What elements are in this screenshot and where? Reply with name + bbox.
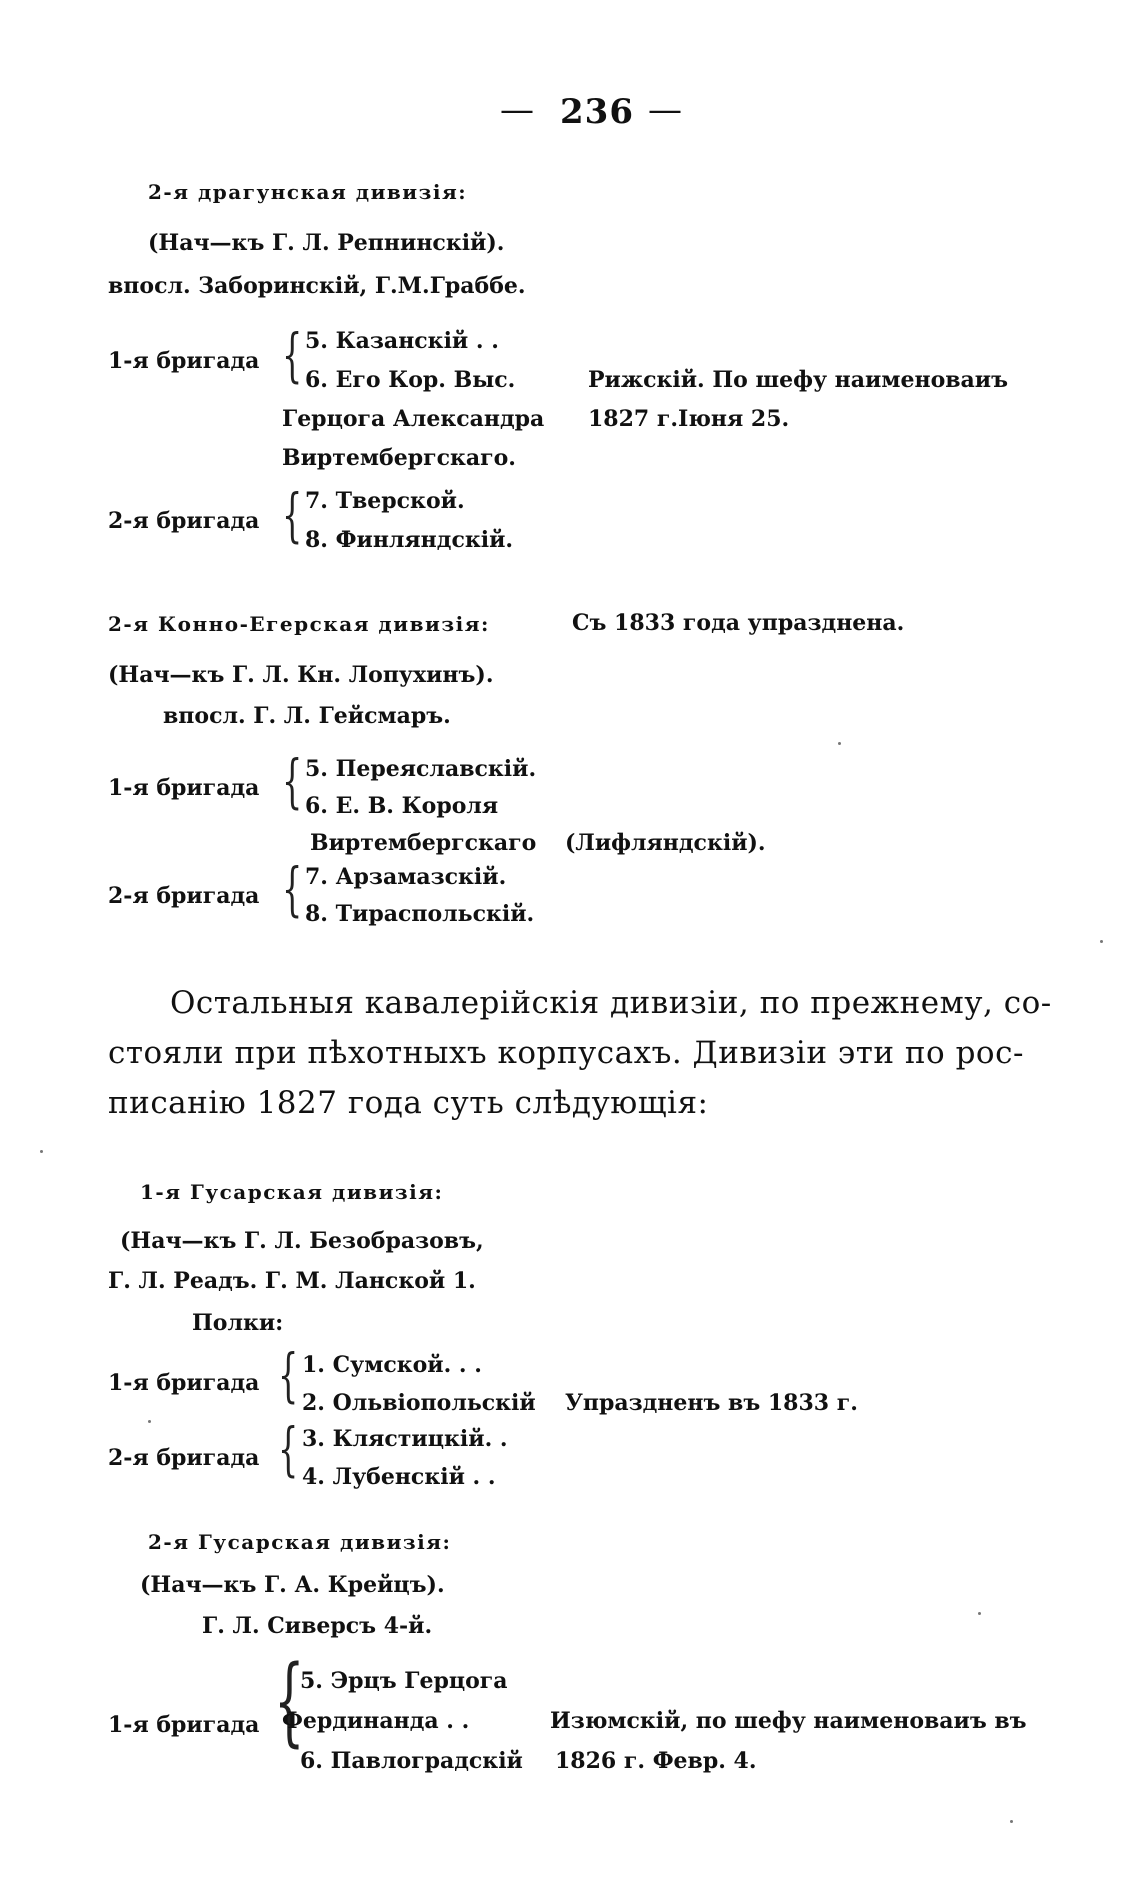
section2-successors: впосл. Г. Л. Гейсмаръ. <box>163 703 451 729</box>
section3-brigade1-regiment-1: 1. Сумской. . . <box>302 1352 482 1378</box>
section4-brigade1-regiment-5-cont: Фердинанда . . <box>282 1708 470 1734</box>
brace-icon: { <box>282 747 303 815</box>
section1-brigade1-regiment-5: 5. Казанскій . . <box>305 328 499 354</box>
section2-heading: 2-я Конно-Егерская дивизія: <box>108 612 490 636</box>
section3-commander: (Нач—къ Г. Л. Безобразовъ, <box>120 1228 484 1254</box>
section1-successors: впосл. Заборинскій, Г.М.Граббе. <box>108 273 526 299</box>
paragraph-line-2: стояли при пѣхотныхъ корпусахъ. Дивизіи эти по рос- <box>108 1035 1024 1071</box>
paragraph-line-1: Остальныя кавалерійскія дивизіи, по прежнему, со- <box>170 985 1052 1021</box>
section4-heading: 2-я Гусарская дивизія: <box>148 1530 452 1554</box>
section4-commander: (Нач—къ Г. А. Крейцъ). <box>140 1572 445 1598</box>
section3-heading: 1-я Гусарская дивизія: <box>140 1180 444 1204</box>
section3-brigade1-note: Упраздненъ въ 1833 г. <box>565 1390 858 1416</box>
section1-commander: (Нач—къ Г. Л. Репнинскій). <box>148 230 505 256</box>
section1-brigade1-note-line2: 1827 г.Іюня 25. <box>588 406 790 432</box>
section1-brigade1-label: 1-я бригада <box>108 348 260 374</box>
scan-speck <box>978 1612 981 1615</box>
scan-speck <box>1010 1820 1013 1823</box>
section3-successors: Г. Л. Реадъ. Г. М. Ланской 1. <box>108 1268 476 1294</box>
section3-brigade1-regiment-2: 2. Ольвіопольскій <box>302 1390 536 1416</box>
section4-brigade1-regiment-5: 5. Эрцъ Герцога <box>300 1668 508 1694</box>
page-number: 236 <box>560 92 634 132</box>
section1-brigade2-regiment-8: 8. Финляндскій. <box>305 527 514 553</box>
section4-brigade1-regiment-6: 6. Павлоградскій <box>300 1748 523 1774</box>
section3-brigade2-regiment-3: 3. Клястицкій. . <box>302 1426 508 1452</box>
section2-brigade1-regiment-6-cont: Виртембергскаго <box>310 830 537 856</box>
brace-icon: { <box>282 321 303 389</box>
section4-brigade1-label: 1-я бригада <box>108 1712 260 1738</box>
brace-icon: { <box>282 855 303 923</box>
section2-brigade2-label: 2-я бригада <box>108 883 260 909</box>
section1-brigade2-label: 2-я бригада <box>108 508 260 534</box>
scan-speck <box>148 1420 151 1423</box>
section2-commander: (Нач—къ Г. Л. Кн. Лопухинъ). <box>108 662 494 688</box>
section1-brigade2-regiment-7: 7. Тверской. <box>305 488 465 514</box>
section4-brigade1-note-line2: 1826 г. Февр. 4. <box>555 1748 757 1774</box>
brace-icon: { <box>282 481 303 549</box>
section2-brigade1-regiment-5: 5. Переяславскій. <box>305 756 537 782</box>
section2-brigade1-regiment-6: 6. Е. В. Короля <box>305 793 499 819</box>
section4-successors: Г. Л. Сиверсъ 4-й. <box>202 1613 433 1639</box>
section3-regiments-label: Полки: <box>192 1310 284 1336</box>
brace-icon: { <box>278 1415 299 1483</box>
section1-brigade1-regiment-6-cont1: Герцога Александра <box>282 406 545 432</box>
section1-brigade1-note-line1: Рижскій. По шефу наименоваиъ <box>588 367 1008 393</box>
paragraph-line-3: писанію 1827 года суть слѣдующія: <box>108 1085 709 1121</box>
brace-icon: { <box>274 1645 305 1757</box>
section3-brigade1-label: 1-я бригада <box>108 1370 260 1396</box>
header-dash-right: — <box>648 90 682 130</box>
section2-brigade1-label: 1-я бригада <box>108 775 260 801</box>
section2-brigade2-regiment-7: 7. Арзамазскій. <box>305 864 507 890</box>
section2-brigade1-note: (Лифляндскій). <box>565 830 766 856</box>
section3-brigade2-regiment-4: 4. Лубенскій . . <box>302 1464 496 1490</box>
section2-abolished-note: Съ 1833 года упразднена. <box>572 610 905 636</box>
brace-icon: { <box>278 1341 299 1409</box>
section1-brigade1-regiment-6-cont2: Виртембергскаго. <box>282 445 516 471</box>
scan-speck <box>40 1150 43 1153</box>
section2-brigade2-regiment-8: 8. Тираспольскій. <box>305 901 535 927</box>
section1-heading: 2-я драгунская дивизія: <box>148 180 468 204</box>
section3-brigade2-label: 2-я бригада <box>108 1445 260 1471</box>
header-dash-left: — <box>500 90 534 130</box>
scan-speck <box>838 742 841 745</box>
scan-speck <box>1100 940 1103 943</box>
section1-brigade1-regiment-6: 6. Его Кор. Выс. <box>305 367 516 393</box>
section4-brigade1-note-line1: Изюмскій, по шефу наименоваиъ въ <box>550 1708 1027 1734</box>
